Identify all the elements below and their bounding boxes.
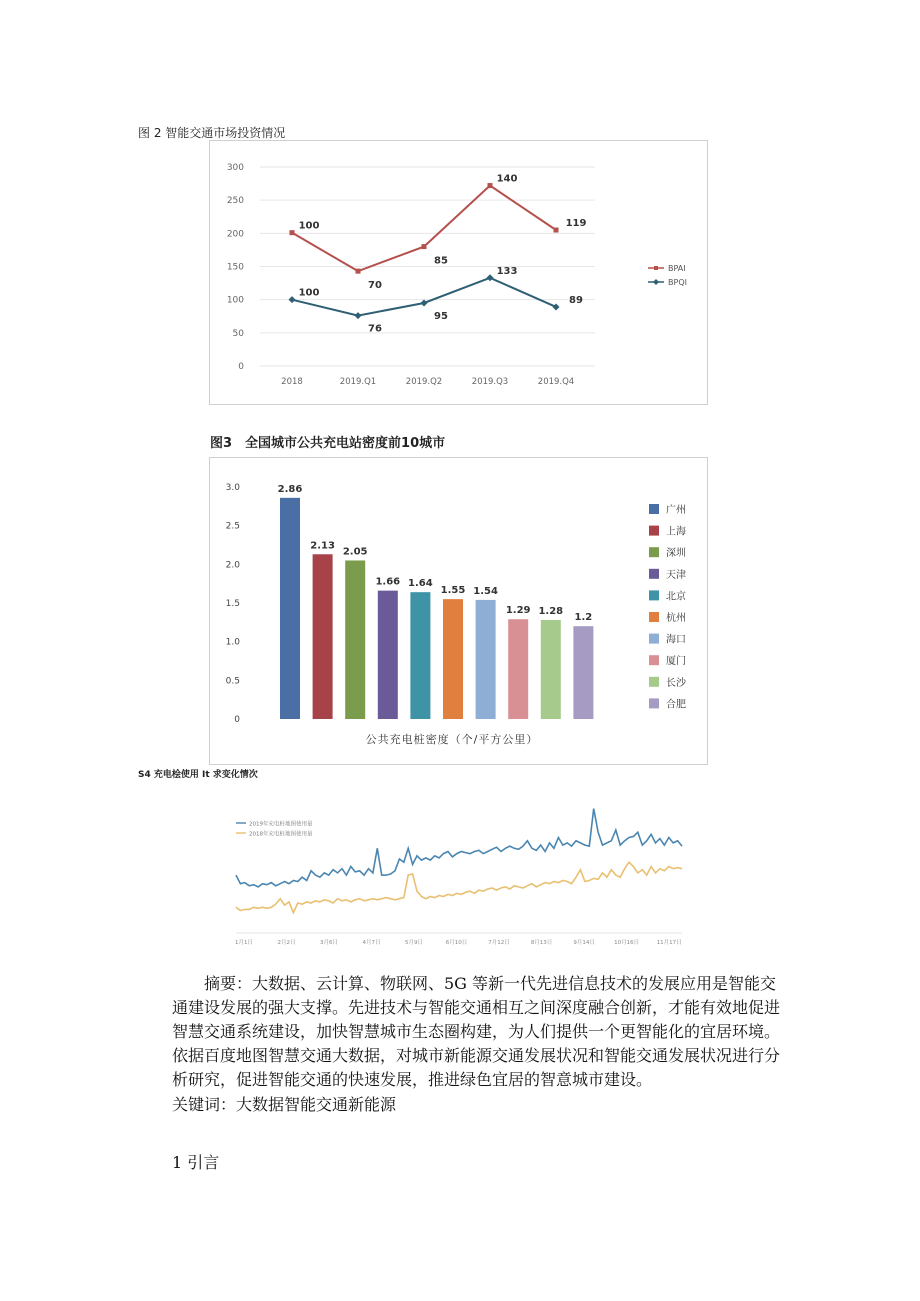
x-tick-label: 4月7日: [362, 940, 381, 946]
legend-swatch: [649, 504, 659, 514]
legend-swatch: [649, 569, 659, 579]
figure3-frame: [209, 457, 708, 765]
keywords-line: 关键词：大数据智能交通新能源: [172, 1095, 397, 1114]
x-tick-label: 9月14日: [573, 940, 595, 946]
y-tick-label: 2.5: [225, 521, 240, 532]
data-label: 76: [368, 323, 382, 335]
legend-label: 杭州: [666, 613, 686, 624]
series-line-bpqi: [292, 278, 556, 316]
data-point: [422, 244, 427, 249]
figure4-caption: S4 充电桧使用 It 求变化情次: [138, 770, 258, 780]
legend-label: 2019年充电桩地图使用量: [249, 821, 313, 828]
bar-合肥: [573, 626, 593, 719]
data-point: [553, 303, 560, 310]
data-label: 100: [298, 287, 320, 299]
data-label: 100: [298, 220, 320, 232]
legend-swatch: [649, 698, 659, 708]
legend-label: 2018年充电桩地图使用量: [249, 831, 313, 838]
data-point: [290, 230, 295, 235]
data-point: [356, 269, 361, 274]
y-tick-label: 3.0: [225, 483, 240, 493]
x-axis-label: 公共充电桩密度（个/平方公里）: [365, 733, 539, 746]
bar-value-label: 1.64: [408, 578, 433, 590]
data-label: 119: [565, 218, 587, 230]
bar-深圳: [345, 560, 365, 719]
bar-value-label: 2.13: [310, 540, 335, 552]
bar-value-label: 1.66: [375, 576, 401, 588]
y-tick-label: 0: [238, 362, 244, 372]
figure3-caption: 图3 全国城市公共充电站密度前10城市: [210, 436, 446, 451]
data-point: [488, 183, 493, 188]
bar-海口: [476, 600, 496, 719]
x-tick-label: 2019.Q4: [537, 377, 575, 387]
figure4-area: [226, 790, 694, 950]
figure2-frame: [209, 140, 708, 405]
y-tick-label: 150: [226, 262, 244, 273]
legend-label: 合肥: [666, 699, 686, 711]
legend-label: 海口: [666, 634, 686, 646]
y-tick-label: 0.5: [225, 676, 240, 687]
bar-上海: [313, 554, 333, 719]
section-heading: 1 引言: [172, 1153, 220, 1172]
figure2-caption: 图 2 智能交通市场投资情况: [138, 126, 286, 140]
bar-北京: [410, 592, 430, 719]
x-tick-label: 2019.Q2: [405, 377, 443, 387]
bar-value-label: 2.05: [342, 546, 368, 558]
data-label: 89: [569, 294, 583, 306]
data-point: [421, 299, 428, 306]
x-tick-label: 11月17日: [656, 940, 682, 946]
investment-line-chart: [210, 141, 707, 404]
x-tick-label: 6月10日: [445, 940, 468, 946]
legend-swatch: [649, 590, 659, 600]
data-label: 95: [434, 310, 448, 322]
y-tick-label: 2.0: [225, 560, 240, 571]
x-tick-label: 10月16日: [614, 940, 640, 946]
legend-swatch: [649, 634, 659, 644]
bar-天津: [378, 591, 398, 719]
legend-label: 深圳: [666, 548, 686, 560]
bar-厦门: [508, 619, 528, 719]
abstract-text: 摘要：大数据、云计算、物联网、5G 等新一代先进信息技术的发展应用是智能交通建设发展的强大支撑。先进技术与智能交通相互之间深度融合创新，才能有效地促进智慧交通系统建设，加快智慧城市生态圈构建，为人们提供一个更智能化的宜居环境。依据百度地图智慧交通大数据，对城市新能源交通发展状况和智能交通发展状况进行分析研究，促进智能交通的快速发展，推进绿色宜居的智意城市建设。: [172, 974, 781, 1089]
legend-label: 广州: [666, 505, 686, 516]
bar-value-label: 1.54: [473, 585, 498, 597]
data-point: [289, 296, 296, 303]
x-tick-label: 2019.Q3: [471, 377, 509, 387]
bar-长沙: [541, 620, 561, 719]
legend-swatch: [649, 612, 659, 622]
legend-swatch: [649, 526, 659, 536]
legend-label: BPAI: [668, 264, 686, 273]
data-point: [355, 312, 362, 319]
x-tick-label: 2018: [281, 377, 303, 387]
x-tick-label: 7月12日: [488, 940, 510, 946]
bar-value-label: 1.28: [538, 606, 564, 618]
legend-label: BPQI: [668, 278, 687, 287]
usage-trend-line-chart: [226, 790, 694, 950]
legend-label: 上海: [666, 526, 686, 538]
y-tick-label: 0: [234, 715, 240, 725]
bar-广州: [280, 498, 300, 719]
x-tick-label: 8月13日: [530, 940, 553, 946]
y-tick-label: 1.5: [225, 599, 240, 609]
trend-line-2018: [236, 862, 682, 912]
y-tick-label: 100: [226, 295, 244, 306]
bar-value-label: 1.29: [505, 605, 531, 617]
data-label: 140: [496, 173, 518, 185]
x-tick-label: 2019.Q1: [339, 377, 377, 387]
data-label: 70: [368, 280, 382, 292]
x-tick-label: 1月1日: [235, 940, 253, 946]
legend-swatch: [649, 547, 659, 557]
data-point: [487, 274, 494, 281]
legend-label: 天津: [666, 569, 686, 581]
series-line-bpai: [292, 186, 556, 272]
abstract-paragraph: [172, 972, 784, 1092]
y-tick-label: 200: [226, 229, 244, 240]
x-tick-label: 3月6日: [320, 940, 339, 946]
y-tick-label: 250: [226, 196, 244, 207]
y-tick-label: 50: [232, 328, 244, 339]
bar-杭州: [443, 599, 463, 719]
legend-label: 长沙: [666, 677, 686, 689]
x-tick-label: 2月2日: [277, 940, 296, 946]
legend-marker: [653, 279, 659, 285]
legend-label: 北京: [666, 591, 686, 603]
bar-value-label: 1.55: [440, 585, 466, 597]
y-tick-label: 1.0: [225, 637, 240, 648]
y-tick-label: 300: [226, 163, 244, 173]
bar-value-label: 1.2: [574, 612, 593, 624]
legend-swatch: [649, 655, 659, 665]
x-tick-label: 5月9日: [405, 940, 424, 946]
legend-label: 厦门: [666, 656, 686, 668]
data-label: 85: [434, 255, 448, 267]
legend-marker: [654, 266, 658, 270]
legend-swatch: [649, 677, 659, 687]
bar-value-label: 2.86: [277, 483, 303, 495]
data-point: [554, 228, 559, 233]
data-label: 133: [496, 265, 518, 277]
charging-density-bar-chart: [210, 458, 707, 764]
